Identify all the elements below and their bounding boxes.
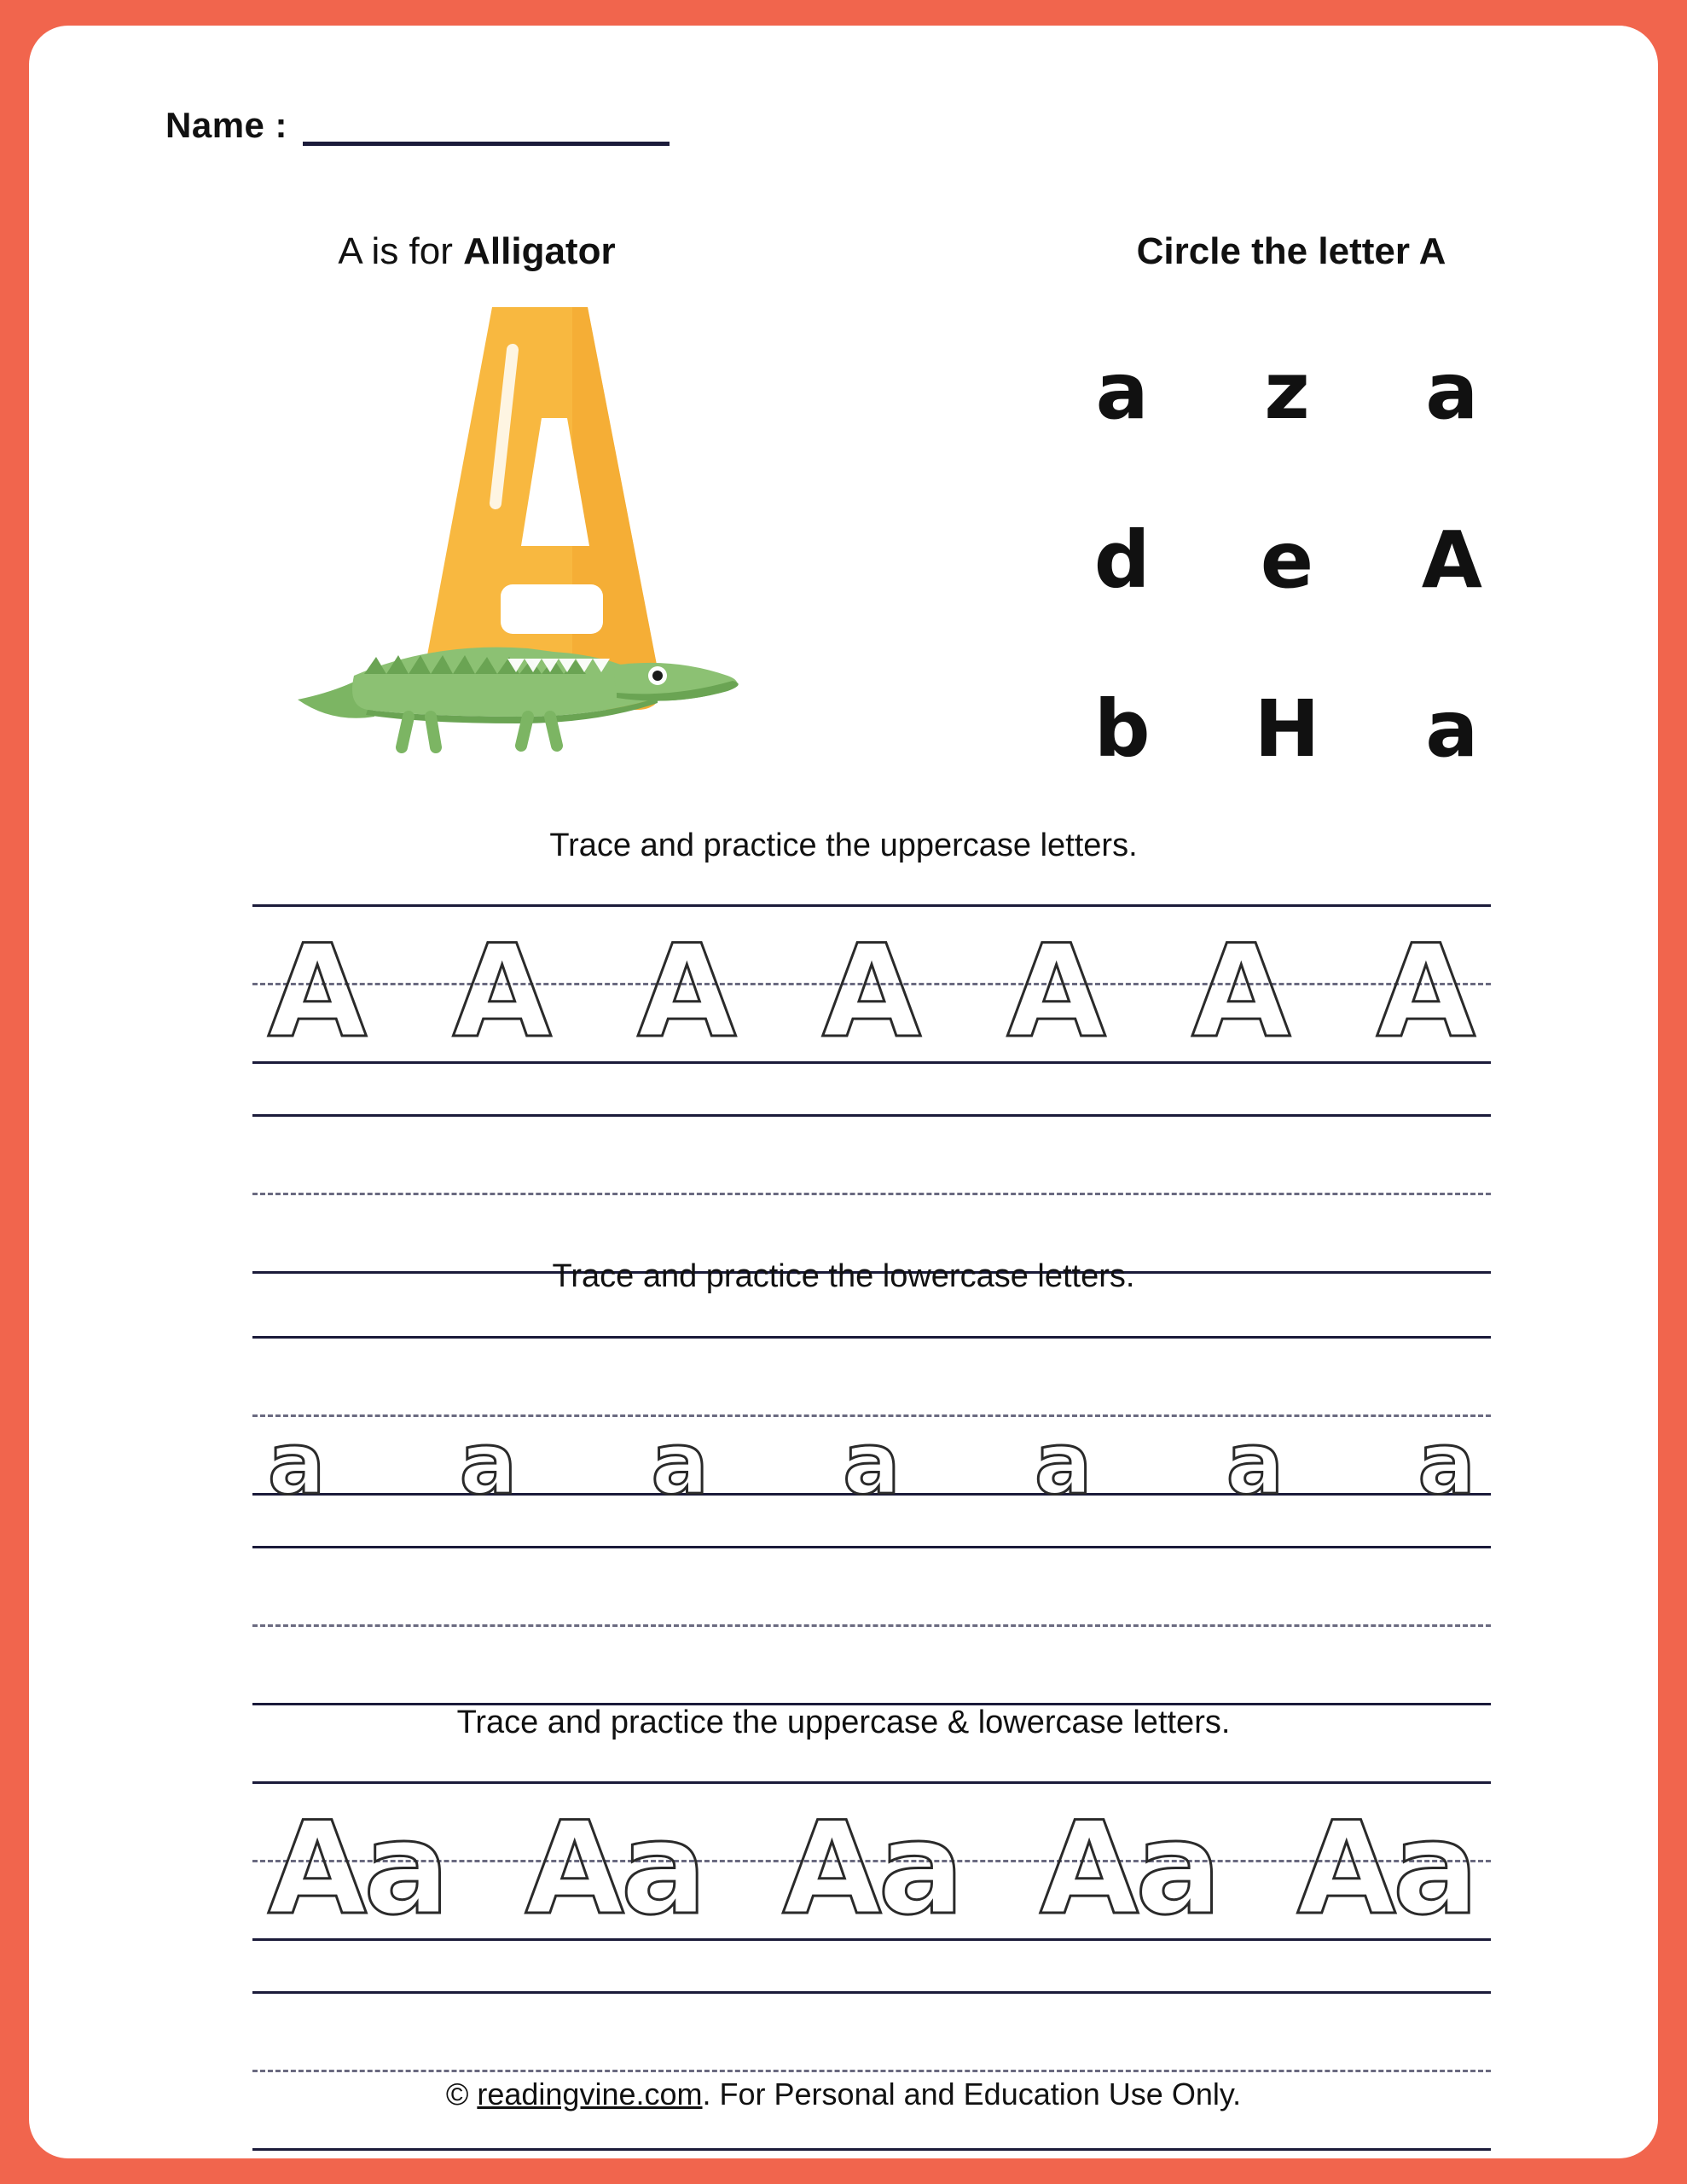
trace-glyph[interactable]: a xyxy=(1226,1414,1284,1513)
rule-line-dashed xyxy=(252,1193,1491,1195)
alligator-shape xyxy=(298,648,739,747)
trace-glyph[interactable]: A xyxy=(1376,918,1475,1066)
trace-glyph[interactable]: A xyxy=(452,918,552,1066)
footer-rest: . For Personal and Education Use Only. xyxy=(702,2077,1242,2111)
trace-glyph[interactable]: a xyxy=(1035,1414,1093,1513)
trace-glyph[interactable]: A xyxy=(1006,918,1106,1066)
rule-line-solid xyxy=(252,904,1491,907)
trace-glyph[interactable]: a xyxy=(1417,1414,1475,1513)
title-left-prefix: A is for xyxy=(338,230,464,272)
grid-letter[interactable]: a xyxy=(1095,346,1149,437)
rule-line-dashed xyxy=(252,1624,1491,1627)
practice-block-lowercase[interactable] xyxy=(252,1336,1491,1652)
trace-glyph[interactable]: Aa xyxy=(1296,1795,1475,1943)
trace-glyph[interactable]: A xyxy=(268,918,368,1066)
trace-glyph[interactable]: Aa xyxy=(268,1795,447,1943)
name-input-blank[interactable] xyxy=(303,102,670,146)
grid-letter[interactable]: z xyxy=(1264,346,1310,437)
page-title-right: Circle the letter A xyxy=(1136,230,1446,272)
trace-glyph[interactable]: a xyxy=(459,1414,518,1513)
trace-glyph-row-uppercase xyxy=(252,918,1491,1066)
rule-line-solid xyxy=(252,1781,1491,1784)
trace-glyph[interactable]: a xyxy=(268,1414,326,1513)
trace-glyph[interactable]: A xyxy=(637,918,737,1066)
trace-glyph[interactable]: A xyxy=(1191,918,1291,1066)
grid-letter[interactable]: a xyxy=(1425,683,1479,775)
rule-line-solid xyxy=(252,1991,1491,1994)
worksheet-sheet xyxy=(29,26,1658,2158)
grid-letter[interactable]: b xyxy=(1093,683,1151,775)
rule-line-dashed xyxy=(252,2070,1491,2072)
grid-letter[interactable]: H xyxy=(1254,683,1320,775)
footer-site-link[interactable]: readingvine.com xyxy=(477,2077,703,2111)
instruction-uppercase: Trace and practice the uppercase letters. xyxy=(549,828,1138,863)
name-row xyxy=(165,102,670,146)
trace-glyph[interactable]: A xyxy=(821,918,922,1066)
title-left-bold: Alligator xyxy=(463,230,616,272)
trace-glyph[interactable]: a xyxy=(651,1414,709,1513)
grid-letter[interactable]: e xyxy=(1260,514,1314,606)
circle-letter-grid xyxy=(1040,307,1534,814)
trace-glyph-row-lowercase xyxy=(252,1414,1491,1513)
rule-line-solid xyxy=(252,1336,1491,1339)
practice-block-uppercase[interactable] xyxy=(252,904,1491,1220)
instruction-uppercase-lowercase: Trace and practice the uppercase & lowercase letters. xyxy=(456,1705,1231,1740)
rule-line-solid xyxy=(252,1546,1491,1548)
footer-copyright: © xyxy=(445,2077,478,2111)
page-title-left xyxy=(204,230,750,273)
name-label: Name : xyxy=(165,105,288,145)
trace-glyph[interactable]: a xyxy=(843,1414,901,1513)
footer-credit xyxy=(29,2077,1658,2112)
practice-block-mixed[interactable] xyxy=(252,1781,1491,2097)
rule-line-solid xyxy=(252,2148,1491,2151)
grid-letter[interactable]: A xyxy=(1421,514,1482,606)
trace-glyph[interactable]: Aa xyxy=(1040,1795,1219,1943)
trace-glyph[interactable]: Aa xyxy=(782,1795,961,1943)
instruction-lowercase: Trace and practice the lowercase letters. xyxy=(552,1258,1135,1294)
rule-line-solid xyxy=(252,1114,1491,1117)
grid-letter[interactable]: a xyxy=(1425,346,1479,437)
grid-letter[interactable]: d xyxy=(1093,514,1151,606)
trace-glyph-row-mixed xyxy=(252,1795,1491,1943)
alligator-letter-a-illustration xyxy=(272,290,801,768)
trace-glyph[interactable]: Aa xyxy=(525,1795,704,1943)
